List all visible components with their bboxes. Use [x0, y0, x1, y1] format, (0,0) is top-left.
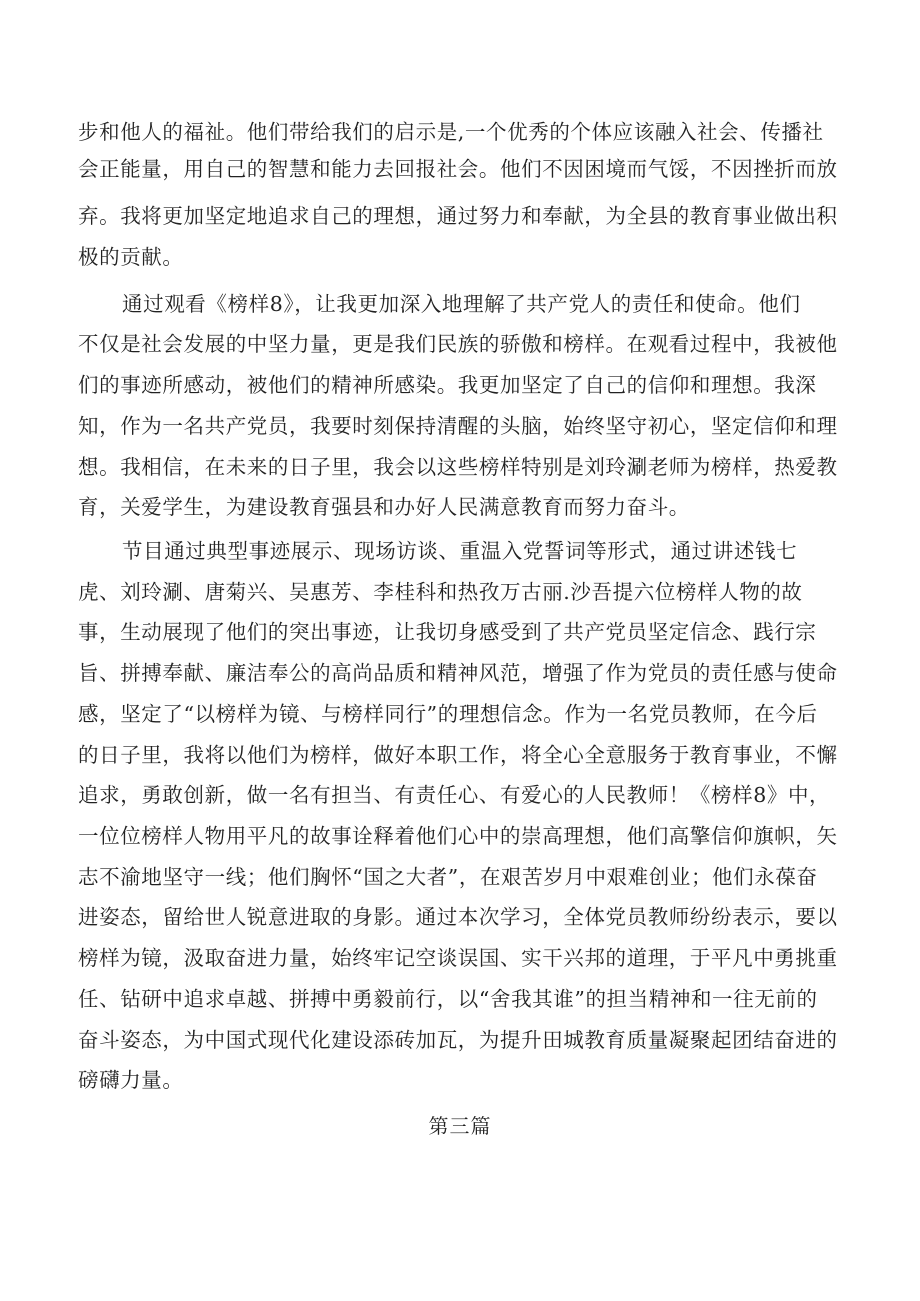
text-line: 榜样为镜，汲取奋进力量，始终牢记空谈误国、实干兴邦的道理，于平凡中勇挑重 — [78, 946, 838, 970]
text-line: 进姿态，留给世人锐意进取的身影。通过本次学习，全体党员教师纷纷表示，要以 — [78, 905, 838, 929]
section-heading: 第三篇 — [428, 1114, 492, 1138]
text-line: 事，生动展现了他们的突出事迹，让我切身感受到了共产党员坚定信念、践行宗 — [78, 620, 817, 644]
text-line: 想。我相信，在未来的日子里，我会以这些榜样特别是刘玲涮老师为榜样，热爱教 — [78, 455, 838, 479]
text-line: 会正能量，用自己的智慧和能力去回报社会。他们不因困境而气馁，不因挫折而放 — [78, 157, 838, 181]
text-line: 感，坚定了“以榜样为镜、与榜样同行”的理想信念。作为一名党员教师，在今后 — [78, 702, 818, 726]
text-line: 节目通过典型事迹展示、现场访谈、重温入党誓词等形式，通过讲述钱七 — [122, 539, 798, 563]
text-line: 任、钻研中追求卓越、拼搏中勇毅前行，以“舍我其谁”的担当精神和一往无前的 — [78, 987, 818, 1011]
text-line: 奋斗姿态，为中国式现代化建设添砖加瓦，为提升田城教育质量凝聚起团结奋进的 — [78, 1028, 838, 1052]
text-line: 知，作为一名共产党员，我要时刻保持清醒的头脑，始终坚守初心，坚定信仰和理 — [78, 414, 838, 438]
text-line: 通过观看《榜样8》，让我更加深入地理解了共产党人的责任和使命。他们 — [122, 292, 801, 316]
text-line: 极的贡献。 — [78, 245, 184, 269]
text-line: 旨、拼搏奉献、廉洁奉公的高尚品质和精神风范，增强了作为党员的责任感与使命 — [78, 661, 838, 685]
text-line: 育，关爱学生，为建设教育强县和办好人民满意教育而努力奋斗。 — [78, 495, 690, 519]
text-line: 追求，勇敢创新，做一名有担当、有责任心、有爱心的人民教师！《榜样8》中， — [78, 783, 831, 807]
text-line: 的日子里，我将以他们为榜样，做好本职工作，将全心全意服务于教育事业，不懈 — [78, 743, 838, 767]
text-line: 磅礴力量。 — [78, 1068, 184, 1092]
text-line: 一位位榜样人物用平凡的故事诠释着他们心中的崇高理想，他们高擎信仰旗帜，矢 — [78, 824, 838, 848]
text-line: 虎、刘玲涮、唐菊兴、吴惠芳、李桂科和热孜万古丽.沙吾提六位榜样人物的故 — [78, 580, 803, 604]
text-line: 步和他人的福祉。他们带给我们的启示是,一个优秀的个体应该融入社会、传播社 — [78, 120, 824, 144]
text-line: 们的事迹所感动，被他们的精神所感染。我更加坚定了自己的信仰和理想。我深 — [78, 373, 817, 397]
text-line: 不仅是社会发展的中坚力量，更是我们民族的骄傲和榜样。在观看过程中，我被他 — [78, 332, 838, 356]
text-line: 志不渝地坚守一线；他们胸怀“国之大者”，在艰苦岁月中艰难创业；他们永葆奋 — [78, 865, 818, 889]
text-line: 弃。我将更加坚定地追求自己的理想，通过努力和奉献，为全县的教育事业做出积 — [78, 204, 838, 228]
